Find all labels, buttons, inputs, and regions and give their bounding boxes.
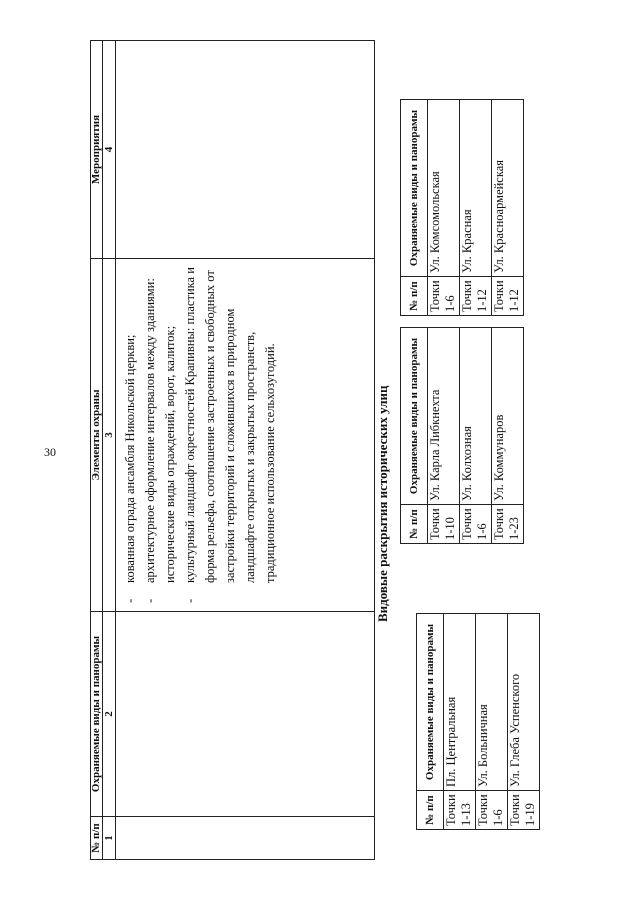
col-header-number: № п/п (91, 817, 103, 860)
views-cell (116, 612, 375, 817)
index-cell: 4 (103, 41, 116, 259)
table-row (428, 328, 460, 544)
points-cell: Точки 1-23 (492, 505, 524, 544)
col-header-number: № п/п (401, 505, 428, 544)
col-header-views: Охраняемые виды и панорамы (91, 612, 103, 817)
points-cell: Точки 1-12 (492, 277, 524, 316)
list-item: - культурный ландшафт окрестностей Крапивны: пластика и форма рельефа, соотношение застроенных и свободных от застройки территорий и сложившихся в природном ландшафте открытых и закрытых пространств, традиционное использование сельхозугодий. (180, 265, 280, 605)
table-header-row (401, 100, 428, 316)
index-cell: 1 (103, 817, 116, 860)
street-cell: Ул. Глеба Успенского (508, 614, 540, 791)
points-cell: Точки 1-12 (460, 277, 492, 316)
points-cell: Точки 1-19 (508, 791, 540, 830)
table-row (508, 614, 540, 830)
street-cell: Ул. Комсомольская (428, 100, 460, 277)
street-cell: Ул. Больничная (476, 614, 508, 791)
section-title: Видовые раскрытия исторических улиц (375, 385, 390, 622)
views-table-3 (400, 99, 524, 316)
col-header-views: Охраняемые виды и панорамы (401, 100, 428, 277)
list-item: - кованная ограда ансамбля Никольской церкви; (120, 265, 140, 605)
index-cell: 3 (103, 259, 116, 612)
street-cell: Пл. Центральная (444, 614, 476, 791)
index-row (103, 41, 116, 860)
number-cell (116, 817, 375, 860)
views-table-2 (400, 327, 524, 544)
table-row (476, 614, 508, 830)
table-row (444, 614, 476, 830)
index-cell: 2 (103, 612, 116, 817)
col-header-number: № п/п (401, 277, 428, 316)
elements-cell (116, 259, 375, 612)
protection-elements-table (90, 40, 375, 860)
table-row (492, 328, 524, 544)
views-table-1 (416, 613, 540, 830)
rotated-content (90, 40, 640, 860)
col-header-views: Охраняемые виды и панорамы (417, 614, 444, 791)
list-item: - архитектурное оформление интервалов между зданиями: исторические виды ограждений, ворот, калиток; (140, 265, 180, 605)
points-cell: Точки 1-6 (460, 505, 492, 544)
table-row (460, 100, 492, 316)
street-cell: Ул. Красная (460, 100, 492, 277)
measures-cell (116, 41, 375, 259)
table-header-row (417, 614, 444, 830)
col-header-views: Охраняемые виды и панорамы (401, 328, 428, 505)
table-row (428, 100, 460, 316)
col-header-number: № п/п (417, 791, 444, 830)
page-number: 30 (44, 445, 56, 459)
points-cell: Точки 1-10 (428, 505, 460, 544)
points-cell: Точки 1-6 (428, 277, 460, 316)
table-row (492, 100, 524, 316)
table-row (460, 328, 492, 544)
table-header-row (401, 328, 428, 544)
table-header-row (91, 41, 103, 860)
table-row (116, 41, 375, 860)
street-cell: Ул. Колхозная (460, 328, 492, 505)
street-cell: Ул. Красноармейская (492, 100, 524, 277)
points-cell: Точки 1-13 (444, 791, 476, 830)
street-cell: Ул. Коммунаров (492, 328, 524, 505)
street-cell: Ул. Карла Либкнехта (428, 328, 460, 505)
points-cell: Точки 1-6 (476, 791, 508, 830)
col-header-measures: Мероприятия (91, 41, 103, 259)
elements-list (120, 265, 280, 605)
col-header-elements: Элементы охраны (91, 259, 103, 612)
